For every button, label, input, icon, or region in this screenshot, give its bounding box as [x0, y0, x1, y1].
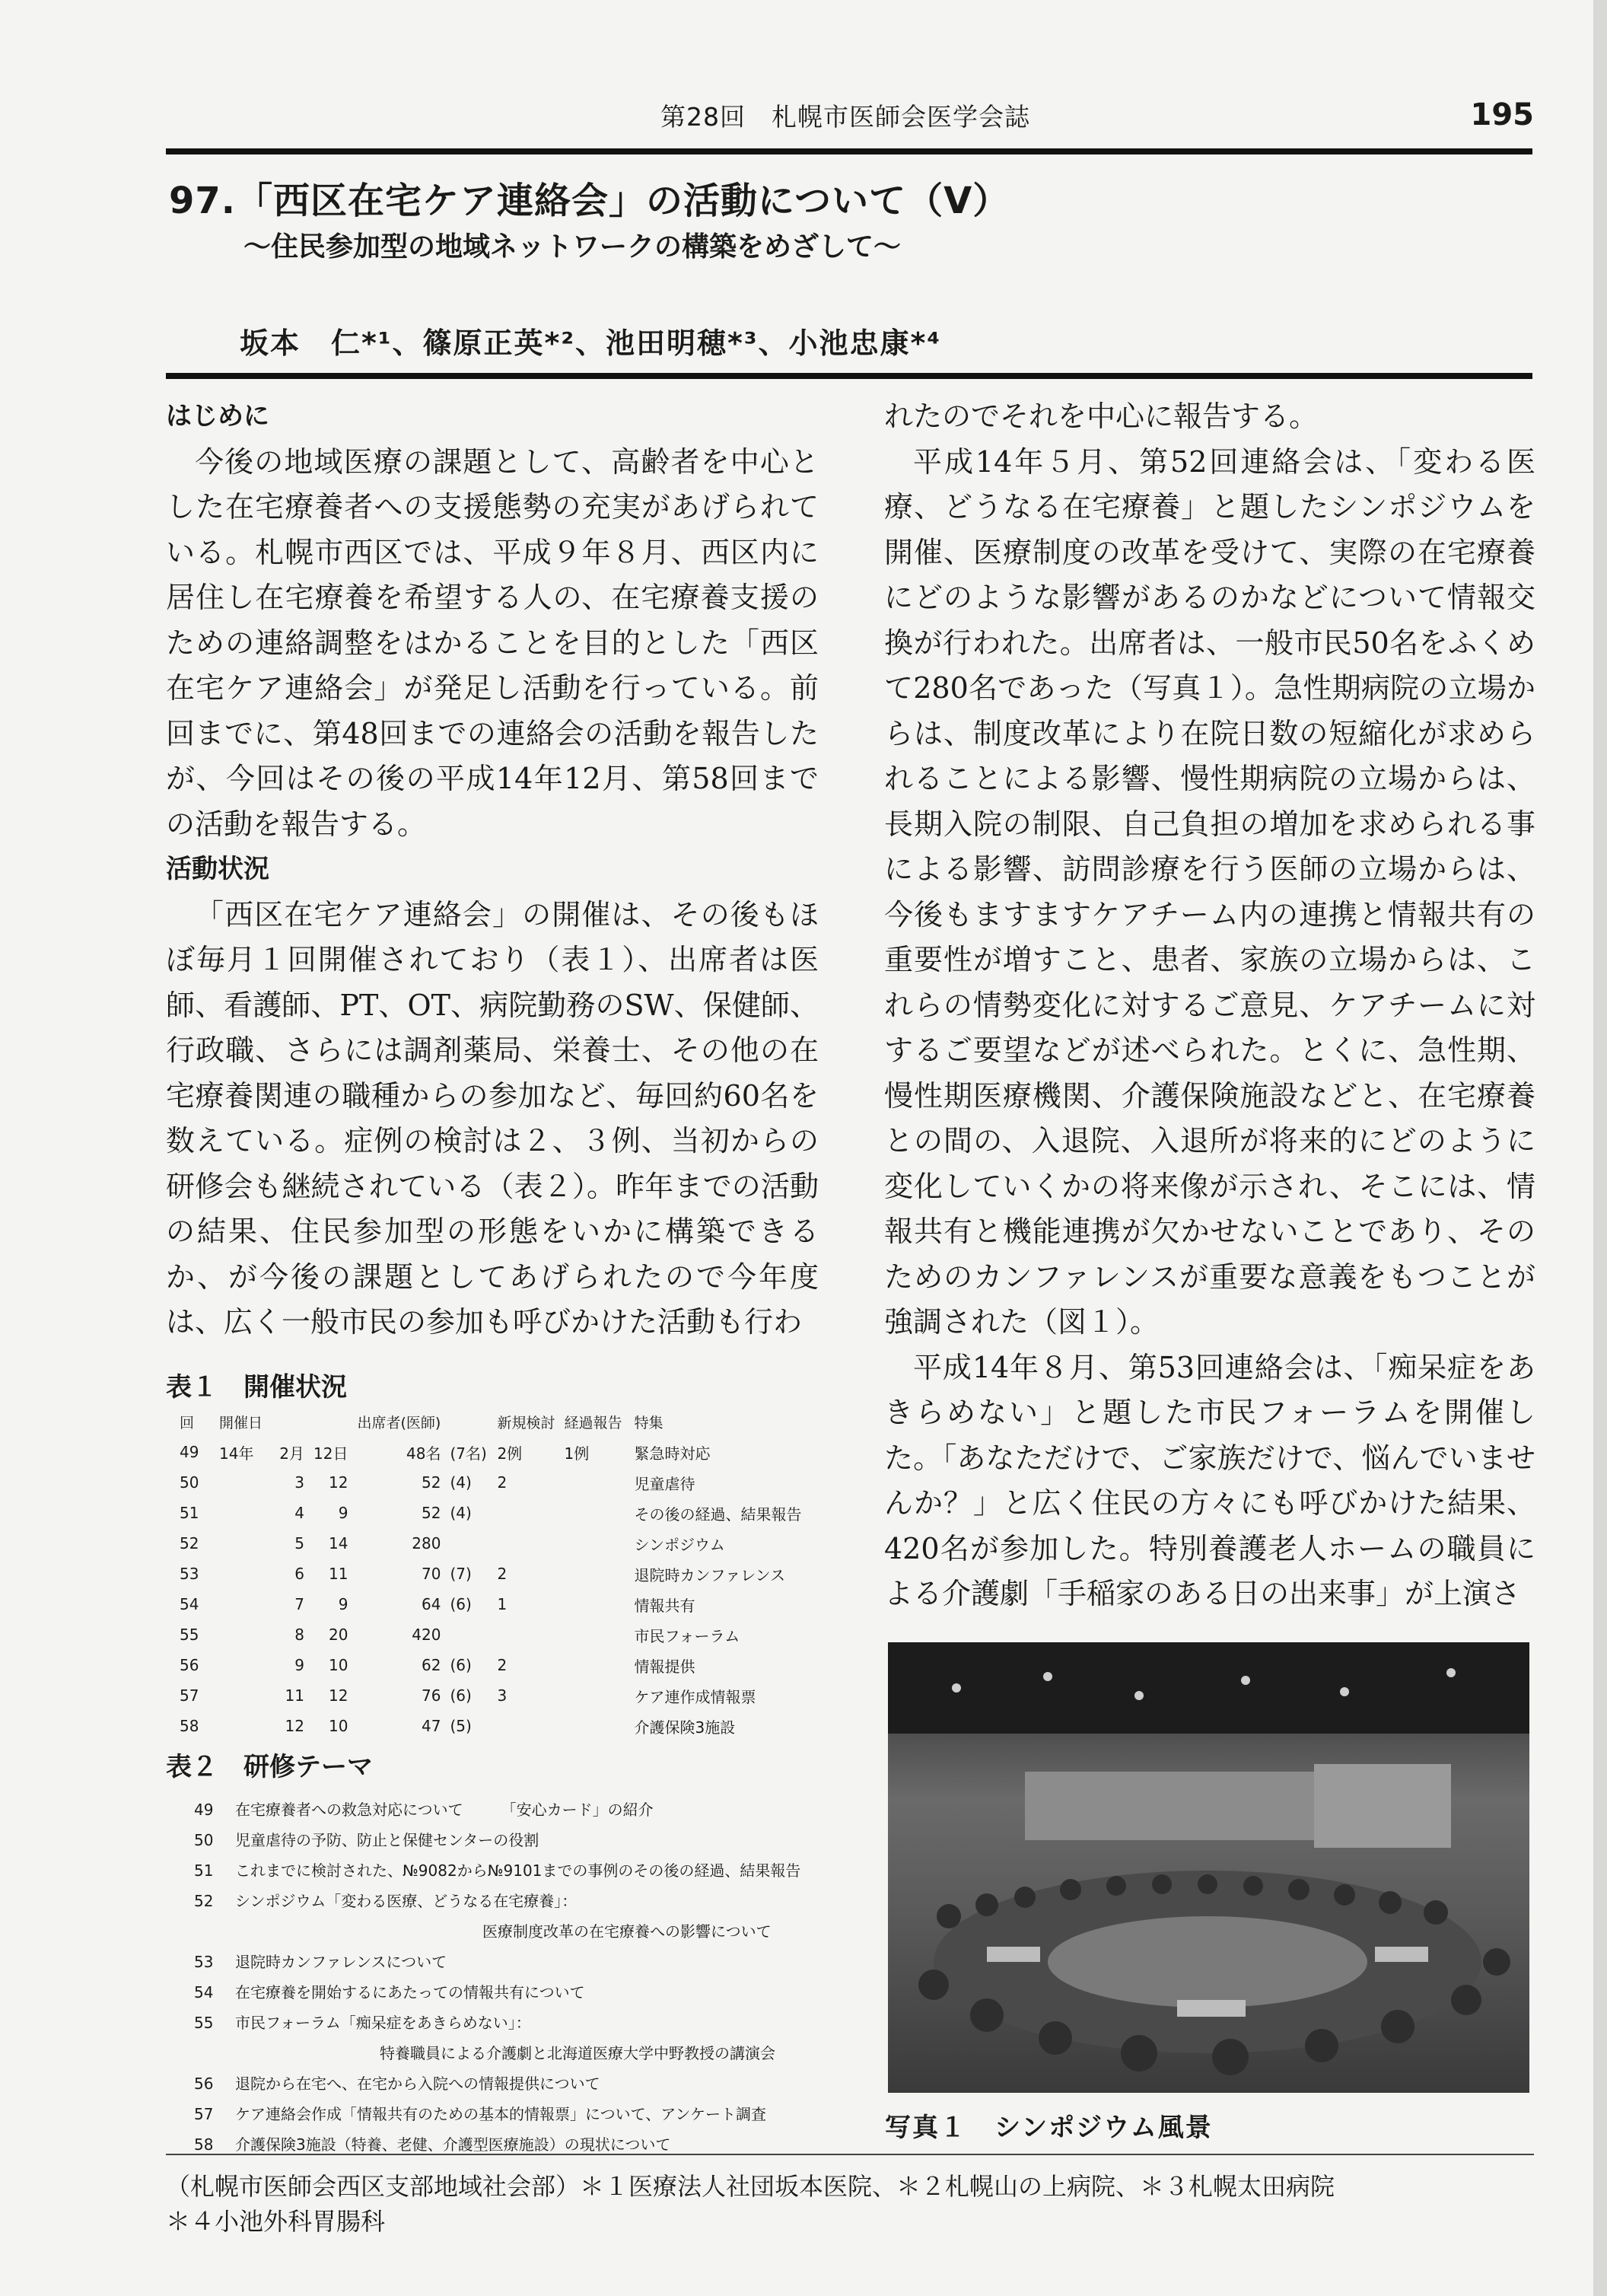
header-rule [166, 148, 1532, 154]
table1-header-cell [445, 1406, 492, 1437]
table1-cell: (4) [450, 1473, 472, 1492]
activity-paragraph: 「西区在宅ケア連絡会」の開催は、その後もほぼ毎月１回開催されており（表１）、出席者は医師、看護師、PT、OT、病院勤務のSW、保健師、行政職、さらには調剤薬局、栄養士、その他の在宅療養関連の職種からの参加など、毎回約60名を数えている。症例の検討は２、３例、当初からの研修会も継続されている（表２）。昨年までの活動の結果、住民参加型の形態をいかに構築できるか、が今後の課題としてあげられたので今年度は、広く一般市民の参加も呼びかけた活動も行わ [166, 897, 819, 1339]
table1-title: 表１ 開催状況 [166, 1372, 347, 1403]
left-column [166, 394, 819, 1345]
table2-row [194, 2132, 670, 2154]
table1-cell: 62 [422, 1656, 441, 1674]
article-subtitle: 〜住民参加型の地域ネットワークの構築をめざして〜 [243, 231, 902, 263]
forum-paragraph: 平成14年８月、第53回連絡会は、「痴呆症をあきらめない」と題した市民フォーラムを開催した。「あなただけで、ご家族だけで、悩んでいませんか？」と広く住民の方々にも呼びかけた結果、420名が参加した。特別養護老人ホームの職員による介護劇「手稲家のある日の出来事」が上演さ [884, 1350, 1535, 1610]
table1-cell: 7 [294, 1595, 304, 1613]
table1-cell: 緊急時対応 [634, 1444, 711, 1463]
table1-cell: 58 [180, 1717, 199, 1735]
table2-title: 表２ 研修テーマ [166, 1752, 373, 1782]
continued-paragraph: れたのでそれを中心に報告する。 [884, 400, 1319, 433]
table1-row [175, 1619, 806, 1650]
table2-row [194, 1950, 447, 1972]
table2-row-number: 51 [194, 1861, 214, 1880]
table1-cell: 12日 [313, 1444, 348, 1463]
table1-cell: 14年 [219, 1444, 254, 1463]
table1-cell: 280 [412, 1534, 441, 1552]
table1-cell: 52 [180, 1534, 199, 1552]
table1-cell: 8 [294, 1626, 304, 1644]
table1-cell: 介護保険3施設 [634, 1718, 736, 1737]
table1 [175, 1406, 806, 1741]
table1-cell: 退院時カンファレンス [634, 1565, 785, 1584]
table2-row-number: 58 [194, 2135, 214, 2154]
table1-cell [215, 1589, 269, 1619]
table1-cell: (7) [450, 1565, 472, 1583]
table1-cell: 51 [180, 1504, 199, 1522]
table1-header-cell: 新規検討 [497, 1414, 555, 1431]
table1-cell: 9 [338, 1595, 348, 1613]
table1-cell [492, 1498, 559, 1528]
table2-row-text: 特養職員による介護劇と北海道医療大学中野教授の講演会 [380, 2044, 775, 2062]
table1-cell [215, 1559, 269, 1589]
table1-cell [215, 1619, 269, 1650]
table1-cell: 56 [180, 1656, 199, 1674]
table1-row [175, 1528, 806, 1559]
table1-cell [559, 1559, 629, 1589]
table2-row-number: 53 [194, 1953, 214, 1971]
table1-row [175, 1680, 806, 1711]
table1-cell [445, 1619, 492, 1650]
table1-row [175, 1650, 806, 1680]
table2-row [194, 1798, 654, 1820]
table1-cell: 5 [294, 1534, 304, 1552]
table2-row-text: 医療制度改革の在宅療養への影響について [482, 1922, 772, 1941]
footnote-rule [166, 2154, 1534, 2155]
table1-cell: 420 [412, 1626, 441, 1644]
table1-row [175, 1467, 806, 1498]
table1-cell [215, 1650, 269, 1680]
table1-cell [215, 1680, 269, 1711]
table1-cell: 70 [422, 1565, 441, 1583]
table1-header-cell: 出席者(医師) [357, 1414, 441, 1431]
table1-cell [559, 1619, 629, 1650]
table1-header-cell [269, 1406, 309, 1437]
table1-header-cell: 開催日 [219, 1414, 263, 1431]
photo-image [888, 1642, 1529, 2093]
table1-header-cell: 特集 [634, 1414, 663, 1431]
table1-cell: (6) [450, 1595, 472, 1613]
table2-row [194, 1858, 800, 1880]
table2-row-text: 介護保険3施設（特養、老健、介護型医療施設）の現状について [235, 2135, 671, 2154]
table1-cell [559, 1680, 629, 1711]
table2-row-text: ケア連絡会作成「情報共有のための基本的情報票」について、アンケート調査 [235, 2105, 766, 2123]
article-authors: 坂本 仁*¹、篠原正英*²、池田明穂*³、小池忠康*⁴ [240, 326, 942, 360]
table1-cell [559, 1711, 629, 1741]
table2-row [194, 1828, 539, 1850]
table2-row-number: 52 [194, 1892, 214, 1910]
table1-row [175, 1589, 806, 1619]
table1-cell: 57 [180, 1686, 199, 1705]
table2-row-text: 在宅療養を開始するにあたっての情報共有について [235, 1983, 585, 2001]
table1-cell: 2 [497, 1473, 508, 1492]
table1-cell: 11 [329, 1565, 348, 1583]
table1-cell: (4) [450, 1504, 472, 1522]
table1-cell: 10 [329, 1656, 348, 1674]
table1-cell: 市民フォーラム [634, 1626, 740, 1645]
table1-cell: 53 [180, 1565, 199, 1583]
table1-cell [559, 1528, 629, 1559]
table1-cell: 2月 [279, 1444, 304, 1463]
table1-cell [559, 1650, 629, 1680]
table2-row-number: 57 [194, 2105, 214, 2123]
table2-row [194, 2102, 766, 2124]
table1-cell [559, 1498, 629, 1528]
table2-row [194, 1980, 585, 2002]
table1-row [175, 1498, 806, 1528]
table2-row [194, 2071, 600, 2094]
table1-cell: 9 [294, 1656, 304, 1674]
table2-row [194, 2011, 531, 2033]
table1-cell: 2 [497, 1565, 508, 1583]
table1-header-cell: 経過報告 [564, 1414, 622, 1431]
table1-cell: 14 [329, 1534, 348, 1552]
table1-cell: 76 [422, 1686, 441, 1705]
table1-cell [445, 1528, 492, 1559]
table1-row [175, 1559, 806, 1589]
table2-row-text: 児童虐待の予防、防止と保健センターの役割 [235, 1831, 539, 1849]
journal-header: 第28回 札幌市医師会医学会誌 [660, 102, 1030, 132]
table1-cell: 12 [285, 1717, 304, 1735]
table1-cell: 12 [329, 1473, 348, 1492]
footnote-affiliation-4: ＊４小池外科胃腸科 [166, 2207, 386, 2236]
table1-cell: その後の経過、結果報告 [634, 1505, 802, 1524]
table1-cell: 52 [422, 1473, 441, 1492]
table1-cell: 1 [497, 1595, 508, 1613]
table1-cell: シンポジウム [634, 1535, 725, 1554]
table1-cell: 54 [180, 1595, 199, 1613]
table1-row [175, 1711, 806, 1741]
page-number: 195 [1470, 97, 1534, 132]
scan-edge [1593, 0, 1607, 2296]
table1-cell: 20 [329, 1626, 348, 1644]
section-heading-intro: はじめに [166, 401, 269, 431]
table1-cell: (6) [450, 1686, 472, 1705]
table1-cell: 47 [422, 1717, 441, 1735]
table2-row-text: これまでに検討された、№9082から№9101までの事例のその後の経過、結果報告 [235, 1861, 801, 1880]
photo-caption: 写真１ シンポジウム風景 [885, 2113, 1213, 2143]
table2-row-text: シンポジウム「変わる医療、どうなる在宅療養」： [235, 1892, 578, 1910]
table1-cell: 3 [497, 1686, 508, 1705]
table1-row [175, 1437, 806, 1467]
table1-cell: 9 [338, 1504, 348, 1522]
table1-cell: 2例 [497, 1444, 523, 1463]
table1-cell: 6 [294, 1565, 304, 1583]
table2-row [194, 1919, 772, 1941]
table1-cell: 64 [422, 1595, 441, 1613]
symposium-photo [888, 1642, 1529, 2093]
table1-cell: ケア連作成情報票 [634, 1687, 756, 1706]
table1-cell: (5) [450, 1717, 472, 1735]
table2-row-number: 55 [194, 2014, 214, 2032]
table1-cell: 48名 [406, 1444, 441, 1463]
table1-cell: (6) [450, 1656, 472, 1674]
table2-row [194, 1889, 577, 1911]
table1-cell: 児童虐待 [634, 1474, 695, 1493]
table2-row-number: 49 [194, 1801, 214, 1819]
table1-header-cell [309, 1406, 352, 1437]
table1-cell [559, 1467, 629, 1498]
table1-cell [215, 1498, 269, 1528]
table2-row-number: 50 [194, 1831, 214, 1849]
table1-cell: 情報共有 [634, 1596, 695, 1615]
table1-cell: 11 [285, 1686, 304, 1705]
table1-cell [215, 1711, 269, 1741]
table1-cell: 4 [294, 1504, 304, 1522]
section-heading-activity: 活動状況 [166, 854, 269, 884]
table1-header-cell: 回 [180, 1414, 195, 1431]
table1-cell: 2 [497, 1656, 508, 1674]
table2-row-text: 退院から在宅へ、在宅から入院への情報提供について [235, 2075, 600, 2093]
table2-row-text: 市民フォーラム「痴呆症をあきらめない」： [235, 2014, 531, 2032]
table1-cell: 50 [180, 1473, 199, 1492]
table1-cell: 12 [329, 1686, 348, 1705]
table1-cell: 情報提供 [634, 1657, 695, 1676]
title-rule [166, 373, 1532, 379]
table1-cell [492, 1528, 559, 1559]
table2-row-text: 退院時カンファレンスについて [235, 1953, 447, 1971]
footnote-affiliations: （札幌市医師会西区支部地域社会部）＊１医療法人社団坂本医院、＊２札幌山の上病院、＊３札幌太田病院 [166, 2172, 1335, 2201]
right-column [884, 394, 1535, 1617]
table1-cell: 49 [180, 1443, 199, 1461]
table1-cell: (7名) [450, 1444, 487, 1463]
table1-cell: 1例 [564, 1444, 590, 1463]
symposium-paragraph: 平成14年５月、第52回連絡会は、「変わる医療、どうなる在宅療養」と題したシンポジウムを開催、医療制度の改革を受けて、実際の在宅療養にどのような影響があるのかなどについて情報交換が行われた。出席者は、一般市民50名をふくめて280名であった（写真１）。急性期病院の立場からは、制度改革により在院日数の短縮化が求められることによる影響、慢性期病院の立場からは、長期入院の制限、自己負担の増加を求められる事による影響、訪問診療を行う医師の立場からは、今後もますますケアチーム内の連携と情報共有の重要性が増すこと、患者、家族の立場からは、これらの情勢変化に対するご意見、ケアチームに対するご要望などが述べられた。とくに、急性期、慢性期医療機関、介護保険施設などと、在宅療養との間の、入退院、入退所が将来的にどのように変化していくかの将来像が示され、そこには、情報共有と機能連携が欠かせないことであり、そのためのカンファレンスが重要な意義をもつことが強調された（図１）。 [884, 444, 1535, 1339]
table1-cell: 3 [294, 1473, 304, 1492]
table1-header-row [175, 1406, 806, 1437]
table2-row-number: 56 [194, 2075, 214, 2093]
table1-cell [492, 1619, 559, 1650]
article-title: 97.「西区在宅ケア連絡会」の活動について（Ⅴ） [169, 180, 1010, 222]
table2-row [194, 2041, 775, 2063]
table1-cell [215, 1467, 269, 1498]
table2-row-text: 在宅療養者への救急対応について 「安心カード」の紹介 [235, 1801, 654, 1819]
table1-cell: 10 [329, 1717, 348, 1735]
table1-cell [492, 1711, 559, 1741]
table2-row-number: 54 [194, 1983, 214, 2001]
table1-cell [215, 1528, 269, 1559]
intro-paragraph: 今後の地域医療の課題として、高齢者を中心とした在宅療養者への支援態勢の充実があげられている。札幌市西区では、平成９年８月、西区内に居住し在宅療養を希望する人の、在宅療養支援のための連絡調整をはかることを目的とした「西区在宅ケア連絡会」が発足し活動を行っている。前回までに、第48回までの連絡会の活動を報告したが、今回はその後の平成14年12月、第58回までの活動を報告する。 [166, 444, 819, 841]
table1-cell: 52 [422, 1504, 441, 1522]
table1-cell: 55 [180, 1626, 199, 1644]
table1-cell [559, 1589, 629, 1619]
